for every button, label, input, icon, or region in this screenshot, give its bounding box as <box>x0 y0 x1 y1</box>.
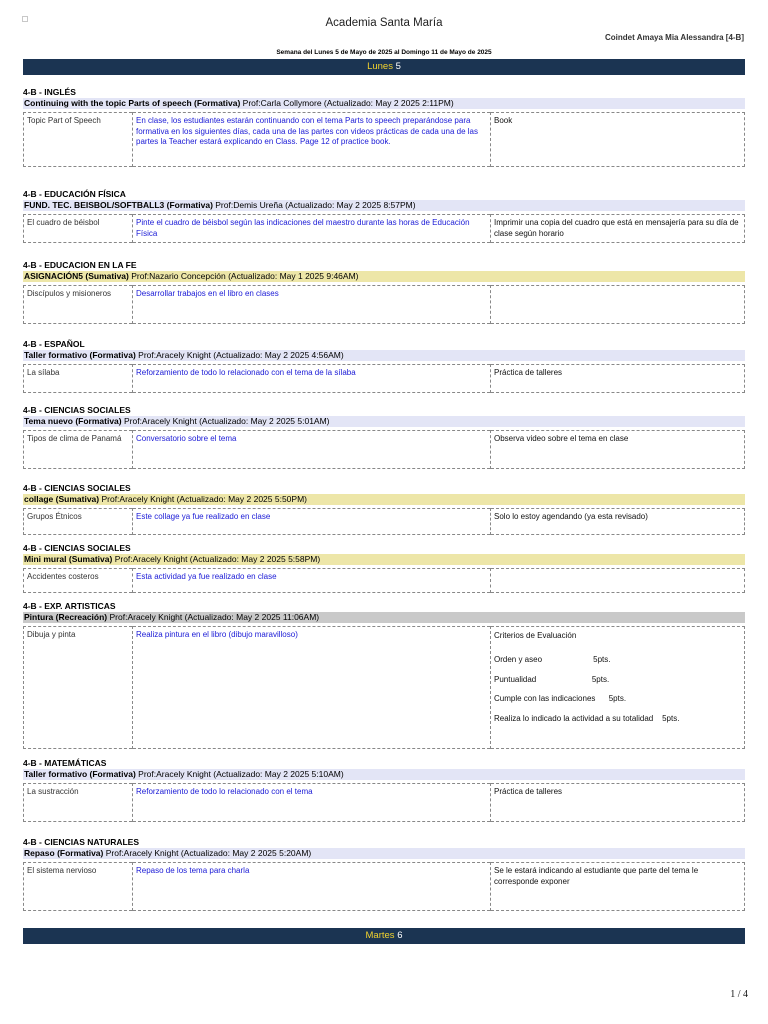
subject-title: 4-B - CIENCIAS SOCIALES <box>23 483 131 493</box>
task-topic: Grupos Étnicos <box>24 509 133 535</box>
subject-ingles <box>23 87 745 167</box>
day-name: Martes <box>365 930 395 941</box>
page-number: 1 / 4 <box>730 989 748 1000</box>
subject-title: 4-B - EDUCACIÓN FÍSICA <box>23 189 126 199</box>
subject-matematicas <box>23 758 745 822</box>
subject-ciencias-sociales <box>23 483 745 535</box>
subject-ciencias-sociales <box>23 543 745 593</box>
criteria-item: Puntualidad 5pts. <box>494 674 610 684</box>
subject-educacion-fe <box>23 260 745 324</box>
task-name: Repaso (Formativa) <box>24 848 104 858</box>
task-table <box>23 626 745 749</box>
task-description: Reforzamiento de todo lo relacionado con el tema <box>133 784 491 822</box>
task-info: Prof:Carla Collymore (Actualizado: May 2 2025 2:11PM) <box>240 98 454 108</box>
subject-title: 4-B - INGLÉS <box>23 87 76 97</box>
task-info: Prof:Nazario Concepción (Actualizado: May 1 2025 9:46AM) <box>128 271 359 281</box>
task-topic: Tipos de clima de Panamá <box>24 431 133 469</box>
task-material: Práctica de talleres <box>494 787 563 796</box>
subject-title: 4-B - CIENCIAS SOCIALES <box>23 543 131 553</box>
task-table <box>23 112 745 167</box>
task-table <box>23 364 745 393</box>
task-name: collage (Sumativa) <box>24 494 100 504</box>
criteria-item: Realiza lo indicado la actividad a su totalidad 5pts. <box>494 713 680 723</box>
task-material: Práctica de talleres <box>494 368 563 377</box>
task-material: Solo lo estoy agendando (ya esta revisado) <box>494 512 648 521</box>
task-bar <box>23 350 745 361</box>
task-bar <box>23 612 745 623</box>
day-name: Lunes <box>367 61 393 72</box>
task-topic: El cuadro de béisbol <box>24 215 133 243</box>
task-material: Se le estará indicando al estudiante que parte del tema le corresponde exponer <box>494 866 699 886</box>
evaluation-criteria <box>491 627 745 749</box>
task-name: Mini mural (Sumativa) <box>24 554 113 564</box>
task-topic: La sílaba <box>24 365 133 393</box>
task-bar <box>23 271 745 282</box>
task-name: ASIGNACIÓN5 (Sumativa) <box>24 271 129 281</box>
criteria-item: Cumple con las indicaciones 5pts. <box>494 694 627 703</box>
task-topic: La sustracción <box>24 784 133 822</box>
task-table <box>23 508 745 535</box>
task-name: Tema nuevo (Formativa) <box>24 416 122 426</box>
task-material <box>491 569 745 593</box>
task-info: Prof:Aracely Knight (Actualizado: May 2 2025 5:58PM) <box>112 554 321 564</box>
task-material: Imprimir una copia del cuadro que está en mensajería para su día de clase según horario <box>494 218 739 238</box>
subject-exp-artisticas <box>23 601 745 749</box>
subject-educacion-fisica <box>23 189 745 243</box>
task-topic: Dibuja y pinta <box>24 627 133 749</box>
day-header-lunes <box>23 59 745 75</box>
task-bar <box>23 554 745 565</box>
task-description: En clase, los estudiantes estarán continuando con el tema Parts to speech preparándose para formativa en los siguientes días, cada una de las partes con videos prácticas de cada una de las partes la Teacher estará explicando en Class. Page 12 of practice book. <box>133 113 491 167</box>
task-material: Book <box>494 116 513 125</box>
student-name: Coindet Amaya Mia Alessandra [4-B] <box>605 33 744 42</box>
day-header-martes <box>23 928 745 944</box>
task-topic: Discípulos y misioneros <box>24 286 133 324</box>
day-number: 6 <box>397 930 403 941</box>
task-topic: El sistema nervioso <box>24 863 133 911</box>
task-info: Prof:Aracely Knight (Actualizado: May 2 2025 4:56AM) <box>135 350 344 360</box>
task-description: Esta actividad ya fue realizado en clase <box>133 569 491 593</box>
task-table <box>23 285 745 324</box>
task-table <box>23 783 745 822</box>
subject-title: 4-B - CIENCIAS NATURALES <box>23 837 140 847</box>
task-bar <box>23 416 745 427</box>
task-bar <box>23 98 745 109</box>
task-name: Taller formativo (Formativa) <box>24 769 136 779</box>
day-number: 5 <box>395 61 401 72</box>
task-bar <box>23 494 745 505</box>
task-info: Prof:Aracely Knight (Actualizado: May 2 2025 5:01AM) <box>121 416 330 426</box>
task-bar <box>23 848 745 859</box>
task-name: FUND. TEC. BEISBOL/SOFTBALL3 (Formativa) <box>24 200 213 210</box>
task-table <box>23 568 745 593</box>
task-bar <box>23 769 745 780</box>
task-table <box>23 430 745 469</box>
task-info: Prof:Demis Ureña (Actualizado: May 2 2025 8:57PM) <box>212 200 416 210</box>
subject-ciencias-naturales <box>23 837 745 911</box>
task-description: Desarrollar trabajos en el libro en clases <box>133 286 491 324</box>
task-description: Pinte el cuadro de béisbol según las indicaciones del maestro durante las horas de Educación Física <box>133 215 491 243</box>
task-bar <box>23 200 745 211</box>
task-info: Prof:Aracely Knight (Actualizado: May 2 2025 5:50PM) <box>99 494 307 504</box>
task-material <box>491 286 745 324</box>
subject-ciencias-sociales <box>23 405 745 469</box>
task-description: Repaso de los tema para charla <box>133 863 491 911</box>
task-description: Conversatorio sobre el tema <box>133 431 491 469</box>
criteria-item: Orden y aseo 5pts. <box>494 655 611 664</box>
school-title: Academia Santa María <box>325 17 443 29</box>
task-description: Este collage ya fue realizado en clase <box>133 509 491 535</box>
task-name: Pintura (Recreación) <box>24 612 108 622</box>
task-topic: Accidentes costeros <box>24 569 133 593</box>
task-info: Prof:Aracely Knight (Actualizado: May 2 2025 11:06AM) <box>107 612 320 622</box>
subject-title: 4-B - CIENCIAS SOCIALES <box>23 405 131 415</box>
subject-title: 4-B - EXP. ARTISTICAS <box>23 601 116 611</box>
task-topic: Topic Part of Speech <box>24 113 133 167</box>
task-table <box>23 862 745 911</box>
task-table <box>23 214 745 243</box>
subject-title: 4-B - MATEMÁTICAS <box>23 758 107 768</box>
subject-espanol <box>23 339 745 393</box>
task-info: Prof:Aracely Knight (Actualizado: May 2 2025 5:10AM) <box>135 769 344 779</box>
task-name: Taller formativo (Formativa) <box>24 350 136 360</box>
subject-title: 4-B - ESPAÑOL <box>23 339 85 349</box>
task-description: Realiza pintura en el libro (dibujo maravilloso) <box>133 627 491 749</box>
task-name: Continuing with the topic Parts of speech (Formativa) <box>24 98 241 108</box>
week-range: Semana del Lunes 5 de Mayo de 2025 al Domingo 11 de Mayo de 2025 <box>276 49 492 56</box>
task-material: Observa video sobre el tema en clase <box>494 434 629 443</box>
subject-title: 4-B - EDUCACION EN LA FE <box>23 260 137 270</box>
task-info: Prof:Aracely Knight (Actualizado: May 2 2025 5:20AM) <box>103 848 312 858</box>
criteria-heading: Criterios de Evaluación <box>494 631 577 640</box>
task-description: Reforzamiento de todo lo relacionado con el tema de la sílaba <box>133 365 491 393</box>
